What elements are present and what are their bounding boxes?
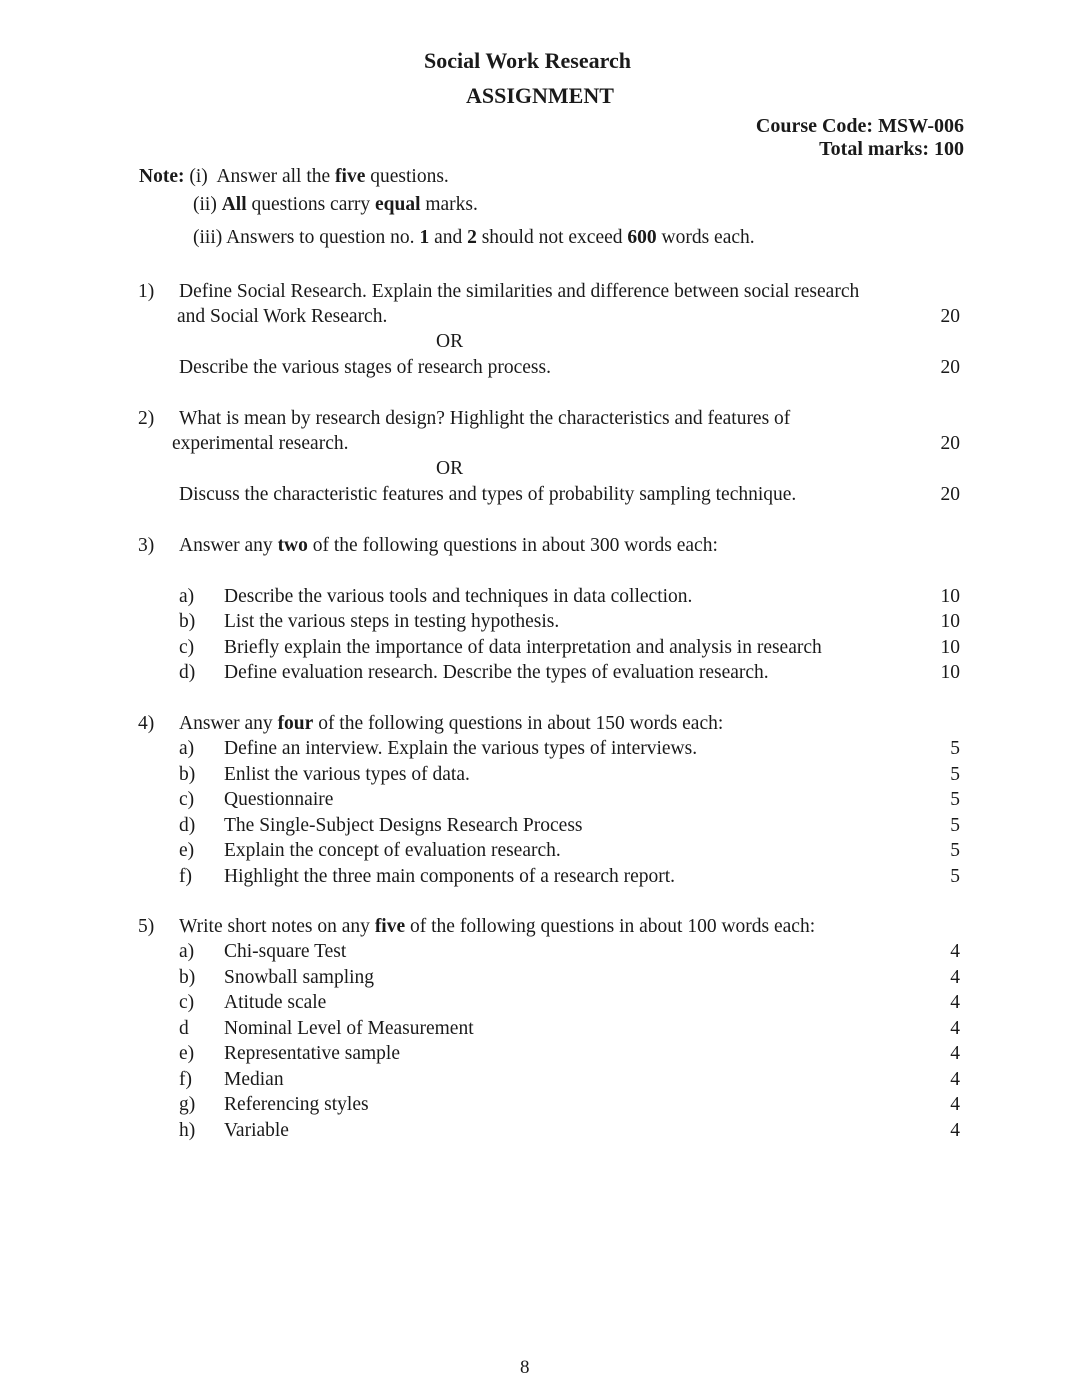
question-marks: 20 (940, 306, 960, 327)
question-marks: 20 (940, 357, 960, 378)
question-number: 5) (138, 916, 155, 937)
question-text: Answer any two of the following questions in about 300 words each: (179, 535, 718, 556)
question-number: 4) (138, 713, 155, 734)
note-item-3: (iii) Answers to question no. 1 and 2 should not exceed 600 words each. (193, 227, 755, 248)
question-text: Write short notes on any five of the following questions in about 100 words each: (179, 916, 816, 937)
question-number: 1) (138, 281, 155, 302)
question-marks: 20 (940, 484, 960, 505)
question-marks: 20 (940, 433, 960, 454)
question-number: 2) (138, 408, 155, 429)
course-code: Course Code: MSW-006 (755, 115, 964, 137)
or-separator: OR (436, 458, 464, 479)
note-label: Note: (139, 166, 185, 187)
question-text: experimental research. (172, 433, 349, 454)
or-separator: OR (436, 331, 464, 352)
note-item-2: (ii) All questions carry equal marks. (193, 194, 478, 215)
document-title: Social Work Research (424, 48, 631, 73)
alternate-question-text: Discuss the characteristic features and types of probability sampling technique. (179, 484, 797, 505)
document-subtitle: ASSIGNMENT (466, 83, 614, 108)
total-marks: Total marks: 100 (819, 138, 964, 160)
question-text: What is mean by research design? Highlight the characteristics and features of (179, 408, 791, 429)
question-text: Answer any four of the following questions in about 150 words each: (179, 713, 724, 734)
question-number: 3) (138, 535, 155, 556)
note-item-1: Note: (i) Answer all the five questions. (139, 166, 449, 187)
question-text: Define Social Research. Explain the similarities and difference between social research (179, 281, 860, 302)
question-text: and Social Work Research. (177, 306, 388, 327)
alternate-question-text: Describe the various stages of research process. (179, 357, 551, 378)
page-number: 8 (520, 1357, 530, 1378)
